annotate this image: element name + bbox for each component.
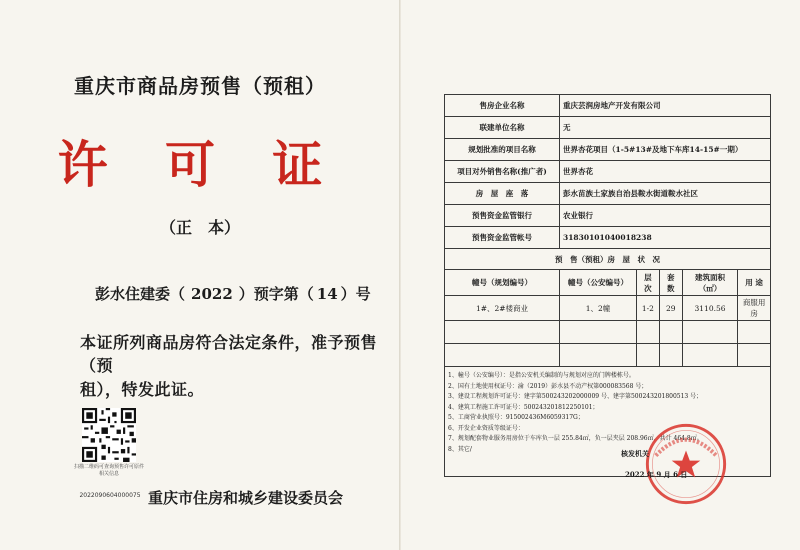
row-value: 彭水苗族土家族自治县鞍水街道鞍水社区 bbox=[560, 183, 771, 205]
table-row bbox=[445, 296, 771, 321]
issuing-authority: 重庆市住房和城乡建设委员会 bbox=[148, 489, 344, 507]
description-line2: 租），特发此证。 bbox=[80, 380, 205, 399]
empty-row bbox=[445, 321, 771, 344]
license-heading: 许 可 证 bbox=[57, 135, 343, 194]
row-label: 项目对外销售名称(推广者) bbox=[445, 161, 560, 183]
official-seal bbox=[644, 422, 728, 506]
column-header: 层 次 bbox=[637, 270, 660, 296]
row-value: 农业银行 bbox=[560, 205, 771, 227]
approval-label: 核发机关 bbox=[621, 449, 649, 458]
table-row bbox=[445, 227, 771, 249]
qr-number: 2022090604000075 bbox=[79, 492, 141, 499]
doc-year: 2022 bbox=[191, 285, 233, 303]
row-value: 世界杏花 bbox=[560, 161, 771, 183]
column-header: 建筑面积（㎡） bbox=[682, 270, 737, 296]
table-row bbox=[445, 183, 771, 205]
column-header: 套 数 bbox=[659, 270, 682, 296]
details-page bbox=[400, 0, 800, 550]
column-header: 幢号（规划编号） bbox=[445, 270, 560, 296]
qr-caption: 扫描二维码可查询预售许可原件相关信息 bbox=[73, 464, 144, 477]
note-line: 8、其它/ bbox=[448, 445, 472, 453]
table-row bbox=[445, 205, 771, 227]
row-value: 31830101040018238 bbox=[560, 227, 771, 249]
doc-prefix: 彭水住建委（ bbox=[95, 285, 186, 303]
row-value: 世界杏花项目（1-5#13#及地下车库14-15#一期） bbox=[560, 139, 771, 161]
cell-police-no: 1、2幢 bbox=[560, 296, 637, 321]
note-line: 6、开发企业资质等级证号： bbox=[448, 424, 524, 432]
doc-num: 14 bbox=[316, 285, 338, 303]
cell-floors: 1-2 bbox=[637, 296, 660, 321]
status-header: 预 售（预租）房 屋 状 况 bbox=[445, 249, 771, 270]
cell-area: 3110.56 bbox=[682, 296, 737, 321]
qr-code bbox=[82, 408, 136, 462]
note-line: 7、规划配套物业服务用房位于车库负一层 255.84㎡，负一层夹层 208.96㎡，共计 464.8㎡。 bbox=[448, 435, 703, 442]
note-line: 4、建筑工程施工许可证号：500243201812250101； bbox=[448, 403, 599, 411]
cell-units: 29 bbox=[659, 296, 682, 321]
description-line1: 本证所列商品房符合法定条件，准予预售（预 bbox=[80, 333, 378, 375]
row-label: 联建单位名称 bbox=[445, 117, 560, 139]
table-row bbox=[445, 249, 771, 270]
row-label: 房 屋 座 落 bbox=[445, 183, 560, 205]
details-table bbox=[444, 94, 771, 477]
note-line: 1、幢号（公安编号）：是指公安机关编制的与规划对应的门牌楼栋号。 bbox=[448, 372, 635, 379]
note-line: 5、工商营业执照号：915002436M6059317G； bbox=[448, 414, 584, 421]
column-header: 用 途 bbox=[738, 270, 771, 296]
table-row bbox=[445, 139, 771, 161]
row-label: 售房企业名称 bbox=[445, 95, 560, 117]
row-value: 重庆芸润房地产开发有限公司 bbox=[560, 95, 771, 117]
doc-suffix: ）号 bbox=[340, 285, 371, 303]
certificate-title: 重庆市商品房预售（预租） bbox=[74, 74, 326, 98]
note-line: 3、建设工程规划许可证号：建字第500243202000009 号、建字第500243201800513 号； bbox=[448, 393, 703, 400]
row-label: 预售资金监管帐号 bbox=[445, 227, 560, 249]
cell-usage: 商服用房 bbox=[738, 296, 771, 321]
row-label: 规划批准的项目名称 bbox=[445, 139, 560, 161]
doc-mid: ）预字第（ bbox=[238, 285, 314, 303]
table-row bbox=[445, 161, 771, 183]
empty-row bbox=[445, 344, 771, 367]
row-value: 无 bbox=[560, 117, 771, 139]
table-row bbox=[445, 95, 771, 117]
issue-date: 2022 年 9 月 6 日 bbox=[625, 470, 688, 479]
note-line: 2、国有土地使用权证号：渝（2019）彭水县不动产权第000083568 号； bbox=[448, 382, 648, 390]
column-header-row bbox=[445, 270, 771, 296]
original-copy-label: （正 本） bbox=[159, 218, 240, 237]
column-header: 幢号（公安编号） bbox=[560, 270, 637, 296]
row-label: 预售资金监管银行 bbox=[445, 205, 560, 227]
cell-plan-no: 1#、2#楼商业 bbox=[445, 296, 560, 321]
document-number bbox=[95, 283, 371, 304]
table-row bbox=[445, 117, 771, 139]
